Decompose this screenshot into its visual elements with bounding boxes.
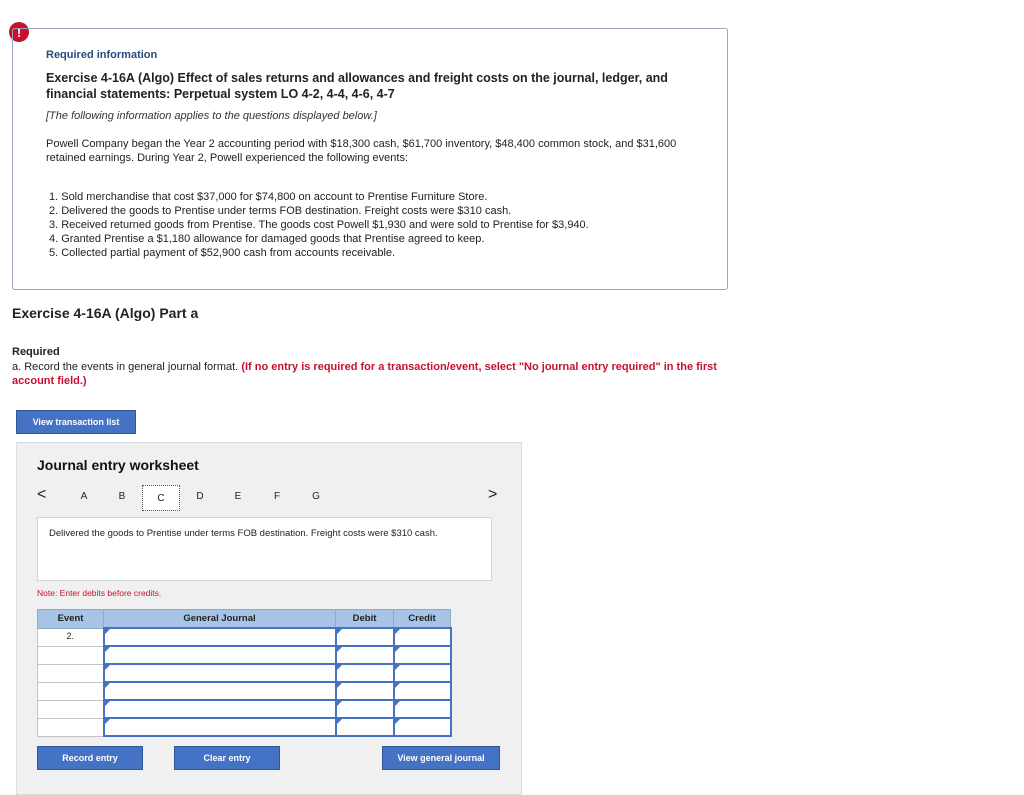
debit-input[interactable] — [336, 628, 394, 646]
journal-entry-worksheet — [16, 442, 522, 795]
event-item: 2. Delivered the goods to Prentise under terms FOB destination. Freight costs were $310 cash. — [49, 205, 512, 217]
info-note: [The following information applies to the questions displayed below.] — [46, 110, 377, 122]
instruction-text: a. Record the events in general journal format. — [12, 361, 239, 373]
debit-input[interactable] — [336, 700, 394, 718]
event-cell — [38, 682, 104, 700]
tab-d[interactable]: D — [196, 491, 204, 502]
debit-input[interactable] — [336, 682, 394, 700]
part-title: Exercise 4-16A (Algo) Part a — [12, 305, 199, 321]
event-number: 2. — [38, 628, 104, 646]
table-row — [38, 718, 451, 736]
event-cell — [38, 646, 104, 664]
table-row — [38, 682, 451, 700]
journal-table — [37, 609, 452, 737]
event-cell — [38, 664, 104, 682]
next-arrow-icon[interactable]: > — [488, 486, 498, 503]
table-row — [38, 664, 451, 682]
tab-f[interactable]: F — [273, 491, 281, 502]
event-item: 5. Collected partial payment of $52,900 cash from accounts receivable. — [49, 247, 396, 259]
account-input[interactable] — [104, 718, 336, 736]
worksheet-note: Note: Enter debits before credits. — [37, 588, 162, 598]
view-transaction-list-button[interactable]: View transaction list — [16, 410, 136, 434]
instruction — [12, 360, 727, 388]
credit-header: Credit — [394, 610, 451, 629]
tab-g[interactable]: G — [312, 491, 320, 502]
view-general-journal-button[interactable]: View general journal — [382, 746, 500, 770]
debit-input[interactable] — [336, 718, 394, 736]
events-list — [46, 190, 589, 260]
event-cell — [38, 718, 104, 736]
tab-e[interactable]: E — [234, 491, 242, 502]
debit-input[interactable] — [336, 664, 394, 682]
tab-c[interactable]: C — [142, 485, 180, 511]
account-input[interactable] — [104, 646, 336, 664]
account-input[interactable] — [104, 700, 336, 718]
info-intro: Powell Company began the Year 2 accounting period with $18,300 cash, $61,700 inventory, $48,400 common stock, and $31,600 retained earnings. During Year 2, Powell experienced the following events: — [46, 138, 677, 164]
journal-header-row — [38, 610, 451, 629]
event-item: 1. Sold merchandise that cost $37,000 for $74,800 on account to Prentise Furniture Store. — [49, 191, 488, 203]
required-label: Required — [12, 346, 60, 358]
debit-header: Debit — [336, 610, 394, 629]
clear-entry-button[interactable]: Clear entry — [174, 746, 280, 770]
record-entry-button[interactable]: Record entry — [37, 746, 143, 770]
account-input[interactable] — [104, 682, 336, 700]
credit-input[interactable] — [394, 700, 451, 718]
event-cell — [38, 700, 104, 718]
table-row — [38, 628, 451, 646]
alert-icon: ! — [9, 22, 29, 42]
credit-input[interactable] — [394, 646, 451, 664]
required-information-label: Required information — [46, 49, 158, 61]
required-information-box — [12, 28, 728, 290]
general-journal-header: General Journal — [104, 610, 336, 629]
transaction-description: Delivered the goods to Prentise under terms FOB destination. Freight costs were $310 cash. — [37, 517, 492, 581]
event-item: 4. Granted Prentise a $1,180 allowance for damaged goods that Prentise agreed to keep. — [49, 233, 485, 245]
account-input[interactable] — [104, 628, 336, 646]
credit-input[interactable] — [394, 682, 451, 700]
table-row — [38, 646, 451, 664]
event-header: Event — [38, 610, 104, 629]
prev-arrow-icon[interactable]: < — [37, 486, 47, 503]
tab-a[interactable]: A — [80, 491, 88, 502]
table-row — [38, 700, 451, 718]
worksheet-title: Journal entry worksheet — [37, 457, 199, 473]
exercise-title: Exercise 4-16A (Algo) Effect of sales returns and allowances and freight costs on the journal, ledger, and financial statements: Perpetual system LO 4-2, 4-4, 4-6, 4-7 — [46, 71, 668, 101]
debit-input[interactable] — [336, 646, 394, 664]
credit-input[interactable] — [394, 628, 451, 646]
credit-input[interactable] — [394, 664, 451, 682]
tab-b[interactable]: B — [118, 491, 126, 502]
instruction-warning: (If no entry is required for a transaction/event, select "No journal entry required" in the first account field.) — [12, 361, 717, 387]
event-item: 3. Received returned goods from Prentise. The goods cost Powell $1,930 and were sold to Prentise for $3,940. — [49, 219, 589, 231]
account-input[interactable] — [104, 664, 336, 682]
credit-input[interactable] — [394, 718, 451, 736]
